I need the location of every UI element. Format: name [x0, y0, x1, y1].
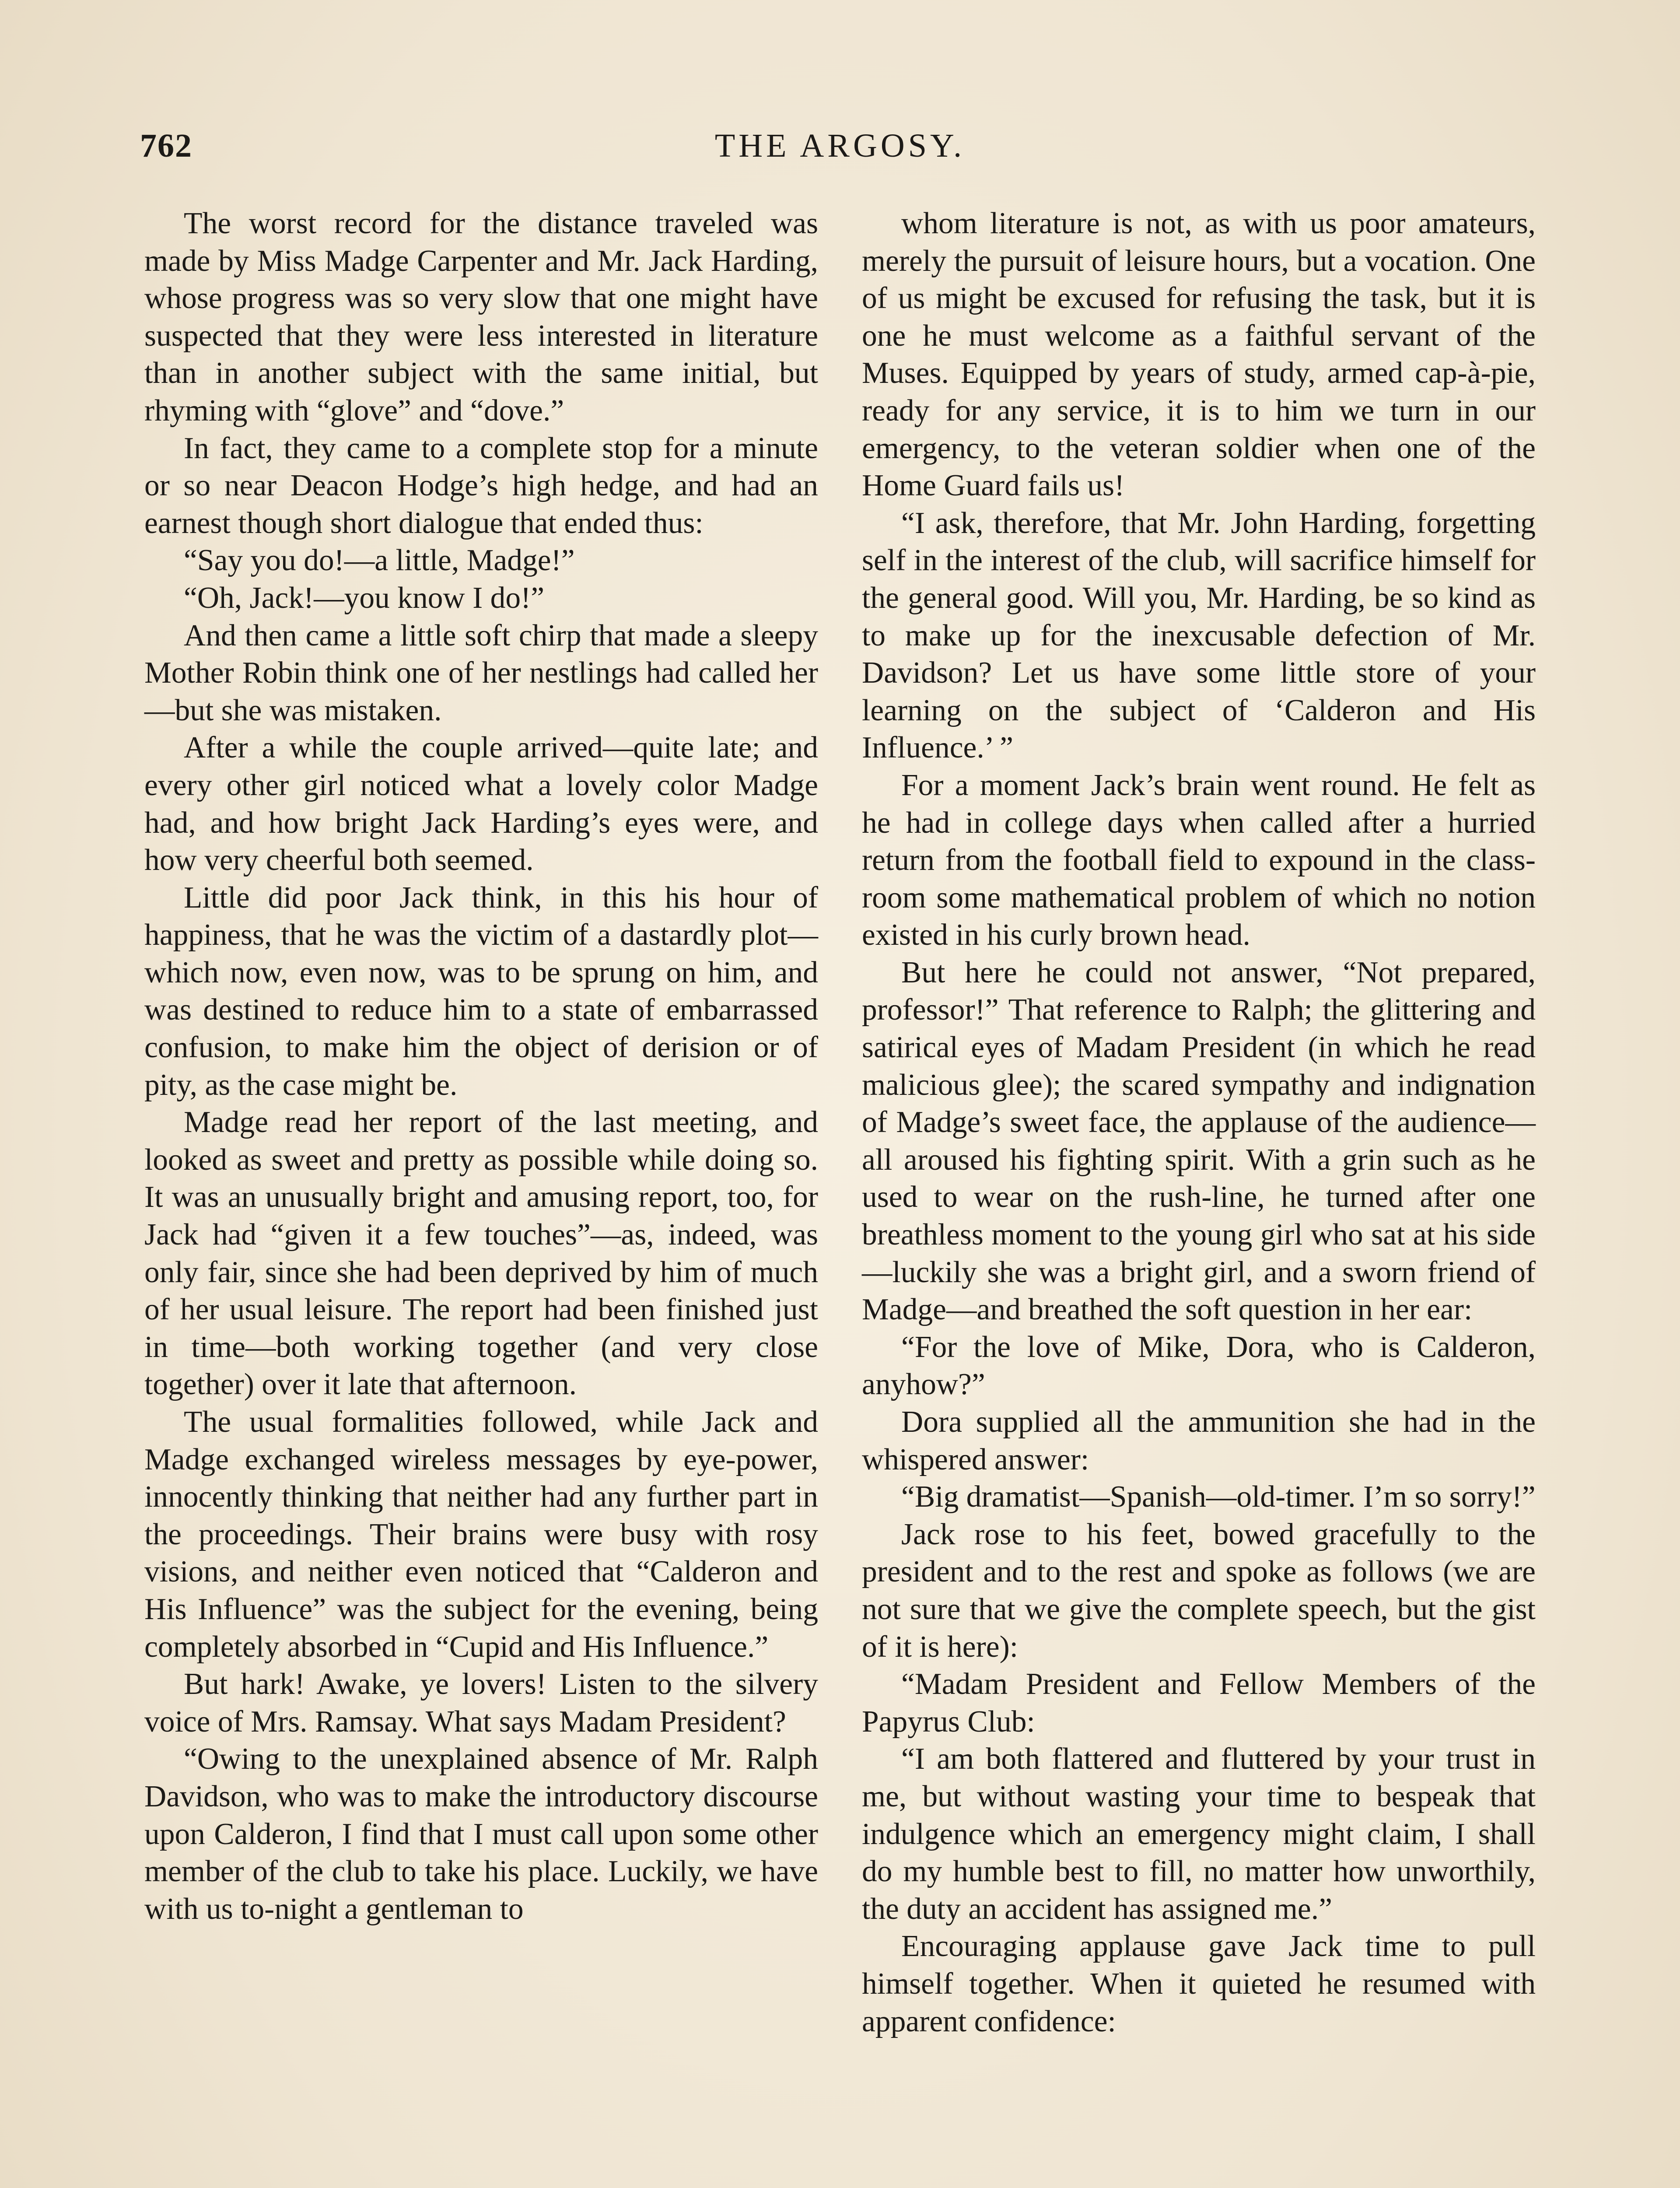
paragraph: In fact, they came to a complete stop for a minute or so near Deacon Hodge’s high hedge, and had an earnest though short dialogue that ended thus:: [144, 431, 818, 540]
left-column: [144, 205, 818, 2188]
running-title: THE ARGOSY.: [714, 127, 966, 164]
paragraph: The usual formalities followed, while Jack and Madge exchanged wireless messages by eye-power, innocently thinking that neither had any further part in the proceedings. Their brains were busy with rosy visions, and neither even noticed that “Calderon and His Influence” was the subject for the evening, being completely absorbed in “Cupid and His Influence.”: [144, 1405, 818, 1664]
paragraph: The worst record for the distance traveled was made by Miss Madge Carpenter and Mr. Jack Harding, whose progress was so very slow that one might have suspected that they were less interested in literature than in another subject with the same initial, but rhyming with “glove” and “dove.”: [144, 207, 818, 428]
paragraph: “Say you do!—a little, Madge!”: [184, 543, 575, 578]
paragraph: But here he could not answer, “Not prepared, professor!” That reference to Ralph; the glittering and satirical eyes of Madam President (in which he read malicious glee); the scared sympathy and indignation of Madge’s sweet face, the applause of the audience—all aroused his fighting spirit. With a grin such as he used to wear on the rush-line, he turned after one breathless moment to the young girl who sat at his side—luckily she was a bright girl, and a sworn friend of Madge—and breathed the soft question in her ear:: [862, 955, 1536, 1327]
page-header: [140, 127, 1540, 179]
paragraph: “I ask, therefore, that Mr. John Harding, forgetting self in the interest of the club, will sacrifice himself for the general good. Will you, Mr. Harding, be so kind as to make up for the inexcusable defection of Mr. Davidson? Let us have some little store of your learning on the subject of ‘Calderon and His Influence.’ ”: [862, 506, 1536, 765]
paragraph: “Owing to the unexplained absence of Mr. Ralph Davidson, who was to make the introductory discourse upon Calderon, I find that I must call upon some other member of the club to take his place. Luckily, we have with us to-night a gentleman to: [144, 1742, 818, 1926]
paragraph: “For the love of Mike, Dora, who is Calderon, anyhow?”: [862, 1330, 1536, 1402]
paragraph: “I am both flattered and fluttered by your trust in me, but without wasting your time to bespeak that indulgence which an emergency might claim, I shall do my humble best to fill, no matter how unworthily, the duty an accident has assigned me.”: [862, 1742, 1536, 1926]
paragraph: Madge read her report of the last meeting, and looked as sweet and pretty as possible while doing so. It was an unusually bright and amusing report, too, for Jack had “given it a few touches”—as, indeed, was only fair, since she had been deprived by him of much of her usual leisure. The report had been finished just in time—both working together (and very close together) over it late that afternoon.: [144, 1105, 818, 1402]
paragraph: But hark! Awake, ye lovers! Listen to the silvery voice of Mrs. Ramsay. What says Madam President?: [144, 1667, 818, 1739]
paragraph: Little did poor Jack think, in this his hour of happiness, that he was the victim of a dastardly plot—which now, even now, was to be sprung on him, and was destined to reduce him to a state of embarrassed confusion, to make him the object of derision or of pity, as the case might be.: [144, 880, 818, 1102]
paragraph: Dora supplied all the ammunition she had in the whispered answer:: [862, 1405, 1536, 1476]
paragraph: After a while the couple arrived—quite late; and every other girl noticed what a lovely color Madge had, and how bright Jack Harding’s eyes were, and how very cheerful both seemed.: [144, 731, 818, 877]
paragraph: Jack rose to his feet, bowed gracefully to the president and to the rest and spoke as follows (we are not sure that we give the complete speech, but the gist of it is here):: [862, 1517, 1536, 1664]
page-number: 762: [140, 127, 192, 164]
paragraph: “Madam President and Fellow Members of the Papyrus Club:: [862, 1667, 1536, 1739]
text-columns: [144, 205, 1536, 2188]
paragraph: And then came a little soft chirp that made a sleepy Mother Robin think one of her nestlings had called her—but she was mistaken.: [144, 618, 818, 727]
paragraph: For a moment Jack’s brain went round. He felt as he had in college days when called after a hurried return from the football field to expound in the class-room some mathematical problem of which no notion existed in his curly brown head.: [862, 768, 1536, 952]
paragraph: “Oh, Jack!—you know I do!”: [184, 581, 545, 615]
paragraph: “Big dramatist—Spanish—old-timer. I’m so sorry!”: [901, 1480, 1536, 1514]
right-column: [862, 205, 1536, 2188]
paragraph: whom literature is not, as with us poor amateurs, merely the pursuit of leisure hours, but a vocation. One of us might be excused for refusing the task, but it is one he must welcome as a faithful servant of the Muses. Equipped by years of study, armed cap-à-pie, ready for any service, it is to him we turn in our emergency, to the veteran soldier when one of the Home Guard fails us!: [862, 207, 1536, 503]
paragraph: Encouraging applause gave Jack time to pull himself together. When it quieted he resumed with apparent confidence:: [862, 1929, 1536, 2038]
